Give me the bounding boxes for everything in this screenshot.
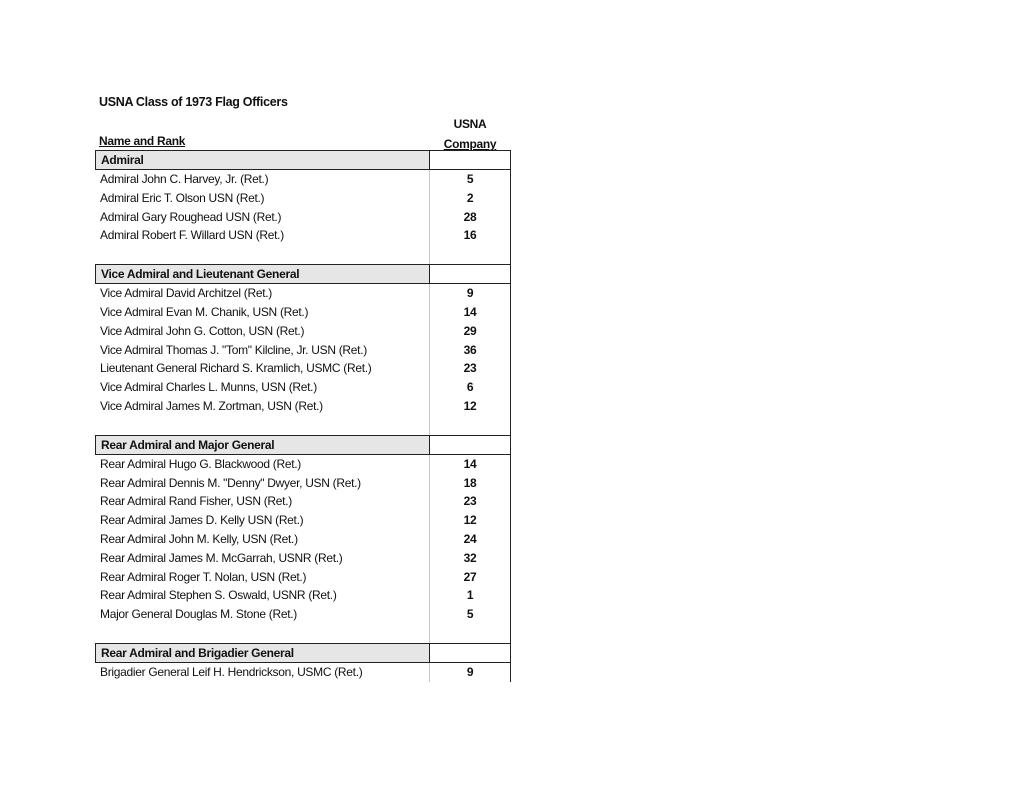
officer-name: Admiral Robert F. Willard USN (Ret.) — [95, 226, 430, 245]
table-row — [95, 492, 510, 511]
table-row — [95, 586, 510, 605]
officer-name: Vice Admiral Thomas J. "Tom" Kilcline, Jr. USN (Ret.) — [95, 341, 430, 360]
officer-company: 24 — [463, 531, 477, 546]
section-company-blank — [430, 644, 510, 662]
officer-name: Rear Admiral Rand Fisher, USN (Ret.) — [95, 492, 430, 511]
table-row — [95, 511, 510, 530]
officer-name: Admiral Gary Roughead USN (Ret.) — [95, 208, 430, 227]
section-header — [95, 150, 510, 170]
officer-company: 16 — [463, 228, 477, 243]
officer-name: Rear Admiral Stephen S. Oswald, USNR (Ret.) — [95, 586, 430, 605]
officer-name: Vice Admiral David Architzel (Ret.) — [95, 284, 430, 303]
officer-name: Rear Admiral James M. McGarrah, USNR (Ret.) — [95, 549, 430, 568]
officer-name: Lieutenant General Richard S. Kramlich, USMC (Ret.) — [95, 359, 430, 378]
spacer-row — [95, 245, 510, 264]
section-rear-admiral-brigadier-general — [95, 643, 511, 682]
officer-name: Rear Admiral Hugo G. Blackwood (Ret.) — [95, 455, 430, 474]
officer-name: Rear Admiral Dennis M. "Denny" Dwyer, USN (Ret.) — [95, 474, 430, 493]
officer-company: 32 — [463, 550, 477, 565]
table-row — [95, 322, 510, 341]
officer-company: 27 — [463, 569, 477, 584]
officer-company: 29 — [463, 323, 477, 338]
officer-name: Rear Admiral Roger T. Nolan, USN (Ret.) — [95, 568, 430, 587]
table-row — [95, 530, 510, 549]
table-row — [95, 170, 510, 189]
officer-name: Major General Douglas M. Stone (Ret.) — [95, 605, 430, 624]
officer-company: 28 — [463, 209, 477, 224]
section-header — [95, 643, 510, 663]
officer-company: 12 — [463, 398, 477, 413]
officer-company: 14 — [463, 304, 477, 319]
officer-name: Vice Admiral Charles L. Munns, USN (Ret.) — [95, 378, 430, 397]
section-vice-admiral — [95, 264, 511, 435]
table-row — [95, 303, 510, 322]
officer-company: 18 — [463, 475, 477, 490]
flag-officers-table — [95, 150, 511, 682]
section-header — [95, 435, 510, 455]
officer-company: 2 — [466, 190, 474, 205]
officer-name: Rear Admiral James D. Kelly USN (Ret.) — [95, 511, 430, 530]
table-row — [95, 474, 510, 493]
officer-company: 5 — [466, 607, 474, 622]
section-label: Rear Admiral and Major General — [95, 436, 430, 454]
officer-name: Vice Admiral Evan M. Chanik, USN (Ret.) — [95, 303, 430, 322]
table-row — [95, 208, 510, 227]
table-row — [95, 341, 510, 360]
officer-company: 9 — [466, 664, 474, 679]
section-company-blank — [430, 436, 510, 454]
officer-company: 1 — [466, 588, 474, 603]
officer-company: 9 — [466, 286, 474, 301]
section-header — [95, 264, 510, 284]
column-header-name: Name and Rank — [99, 134, 186, 148]
officer-name: Rear Admiral John M. Kelly, USN (Ret.) — [95, 530, 430, 549]
spacer-row — [95, 624, 510, 643]
section-rear-admiral-major-general — [95, 435, 511, 643]
table-row — [95, 663, 510, 682]
table-row — [95, 568, 510, 587]
officer-company: 36 — [463, 342, 477, 357]
table-row — [95, 549, 510, 568]
table-row — [95, 397, 510, 416]
officer-name: Admiral Eric T. Olson USN (Ret.) — [95, 189, 430, 208]
officer-company: 5 — [466, 172, 474, 186]
section-admiral — [95, 150, 511, 264]
table-row — [95, 378, 510, 397]
table-row — [95, 226, 510, 245]
section-company-blank — [430, 151, 510, 169]
table-row — [95, 189, 510, 208]
officer-name: Brigadier General Leif H. Hendrickson, USMC (Ret.) — [95, 663, 430, 682]
officer-name: Vice Admiral John G. Cotton, USN (Ret.) — [95, 322, 430, 341]
table-row — [95, 359, 510, 378]
document-title: USNA Class of 1973 Flag Officers — [99, 95, 288, 109]
section-label: Admiral — [95, 151, 430, 169]
section-label: Vice Admiral and Lieutenant General — [95, 265, 430, 283]
column-header-company — [430, 114, 510, 154]
column-header-company-line2: Company — [443, 137, 497, 151]
column-header-company-line1: USNA — [453, 117, 487, 131]
officer-company: 23 — [463, 361, 477, 376]
table-row — [95, 605, 510, 624]
table-row — [95, 455, 510, 474]
section-label: Rear Admiral and Brigadier General — [95, 644, 430, 662]
officer-company: 23 — [463, 494, 477, 509]
section-company-blank — [430, 265, 510, 283]
officer-company: 12 — [463, 513, 477, 528]
officer-company: 14 — [463, 456, 477, 471]
officer-name: Admiral John C. Harvey, Jr. (Ret.) — [95, 170, 430, 189]
officer-name: Vice Admiral James M. Zortman, USN (Ret.) — [95, 397, 430, 416]
table-row — [95, 284, 510, 303]
officer-company: 6 — [466, 380, 474, 395]
spacer-row — [95, 416, 510, 435]
